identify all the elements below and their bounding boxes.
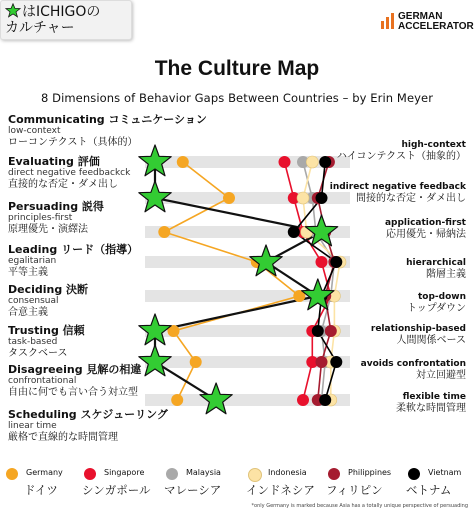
- low-end-label: confrontational: [8, 376, 77, 386]
- dimension-label-right: [330, 182, 466, 205]
- dimension-title: Trusting 信頼: [8, 324, 85, 337]
- point-indonesia: [297, 192, 309, 204]
- low-end-label-ja: 自由に何でも言い合う対立型: [8, 387, 138, 398]
- banner-line-2: カルチャー: [5, 20, 75, 36]
- dimension-label-left: [8, 283, 88, 319]
- dimension-label-right: [361, 359, 466, 382]
- legend: [0, 464, 474, 500]
- dimension-title: Deciding 決断: [8, 283, 89, 296]
- low-end-label-ja: 厳格で直線的な時間管理: [8, 432, 118, 443]
- legend-swatch: [6, 468, 18, 480]
- point-vietnam: [330, 356, 342, 368]
- legend-swatch: [408, 468, 420, 480]
- low-end-label-ja: 合意主義: [8, 307, 48, 318]
- page-title: The Culture Map: [154, 57, 320, 80]
- dimension-label-right: [385, 218, 466, 241]
- point-ichigo-star: [139, 181, 171, 212]
- legend-label: Singapore: [104, 468, 145, 477]
- legend-label: Indonesia: [268, 468, 307, 477]
- low-end-label-ja: タスクベース: [8, 348, 68, 359]
- point-philippines: [316, 356, 328, 368]
- dimension-label-right: [407, 292, 466, 315]
- low-end-label: direct negative feedbackck: [8, 168, 131, 178]
- dimension-label-left: [8, 200, 104, 236]
- dimension-title: Communicating コミュニケーション: [8, 113, 207, 126]
- point-singapore: [316, 256, 328, 268]
- point-vietnam: [319, 394, 331, 406]
- point-vietnam: [312, 325, 324, 337]
- high-end-label-ja: トップダウン: [407, 303, 466, 314]
- point-vietnam: [330, 256, 342, 268]
- point-singapore: [297, 394, 309, 406]
- high-end-label: flexible time: [402, 392, 466, 402]
- low-end-label-ja: 直接的な否定・ダメ出し: [8, 179, 118, 190]
- legend-label-ja: フィリピン: [326, 483, 383, 497]
- high-end-label: indirect negative feedback: [329, 182, 466, 192]
- legend-label-ja: ベトナム: [406, 483, 452, 497]
- low-end-label: principles-first: [8, 213, 73, 223]
- legend-label: Vietnam: [428, 468, 462, 477]
- point-vietnam: [288, 226, 300, 238]
- high-end-label: top-down: [417, 292, 466, 302]
- high-end-label: relationship-based: [370, 324, 466, 334]
- page-subtitle: 8 Dimensions of Behavior Gaps Between Countries – by Erin Meyer: [40, 91, 434, 105]
- low-end-label-ja: ローコンテクスト（具体的）: [8, 137, 138, 148]
- dimension-title: Persuading 説得: [8, 200, 104, 213]
- high-end-label-ja: 対立回避型: [416, 370, 466, 381]
- high-end-label-ja: 人間関係ベース: [396, 335, 466, 346]
- legend-swatch: [328, 468, 340, 480]
- high-end-label-ja: 柔軟な時間管理: [396, 403, 466, 414]
- legend-label: Germany: [26, 468, 63, 477]
- logo-line-2: ACCELERATOR: [398, 21, 474, 32]
- point-vietnam: [316, 192, 328, 204]
- point-ichigo-star: [200, 383, 232, 414]
- point-germany: [171, 394, 183, 406]
- high-end-label-ja: 間接的な否定・ダメ出し: [356, 193, 466, 204]
- point-ichigo-star: [250, 245, 282, 276]
- dimension-label-right: [396, 392, 466, 415]
- dimension-label-right: [406, 258, 466, 281]
- high-end-label: application-first: [384, 218, 466, 228]
- point-germany: [223, 192, 235, 204]
- dimension-title: Leading リード（指導）: [8, 243, 139, 256]
- footnote: *only Germany is marked because Asia has a totally unique perspective of persuading: [251, 503, 468, 509]
- point-germany: [190, 356, 202, 368]
- dimension-label-left: [8, 113, 207, 149]
- low-end-label: task-based: [8, 337, 58, 347]
- dimension-label-right: [371, 324, 466, 347]
- legend-label-ja: ドイツ: [24, 483, 58, 497]
- point-germany: [177, 156, 189, 168]
- dimension-label-left: [8, 155, 130, 191]
- point-germany: [158, 226, 170, 238]
- high-end-label: hierarchical: [406, 258, 466, 268]
- dimension-title: Scheduling スケジューリング: [8, 408, 168, 421]
- low-end-label-ja: 原理優先・演繹法: [8, 224, 88, 235]
- legend-label: Malaysia: [186, 468, 221, 477]
- low-end-label: consensual: [8, 296, 59, 306]
- dimension-label-right: [337, 140, 466, 163]
- high-end-label: high-context: [401, 140, 466, 150]
- high-end-label-ja: ハイコンテクスト（抽象的）: [336, 151, 466, 162]
- legend-label: Philippines: [348, 468, 392, 477]
- legend-swatch: [166, 468, 178, 480]
- legend-label-ja: マレーシア: [164, 483, 222, 497]
- low-end-label: low-context: [8, 126, 61, 136]
- series-marks: [139, 145, 346, 414]
- dimension-label-left: [8, 363, 141, 399]
- low-end-label: linear time: [8, 421, 57, 431]
- dimension-label-left: [8, 408, 168, 444]
- dimension-label-left: [8, 324, 85, 360]
- point-vietnam: [319, 156, 331, 168]
- point-indonesia: [306, 156, 318, 168]
- logo-line-1: GERMAN: [398, 11, 443, 22]
- high-end-label-ja: 応用優先・帰納法: [386, 229, 466, 240]
- high-end-label-ja: 階層主義: [426, 269, 466, 280]
- dimension-label-left: [8, 243, 138, 279]
- point-ichigo-star: [139, 345, 171, 376]
- high-end-label: avoids confrontation: [360, 359, 466, 369]
- dimension-title: Evaluating 評価: [8, 155, 100, 168]
- low-end-label: egalitarian: [8, 256, 57, 266]
- banner-line-1: はICHIGOの: [22, 4, 101, 20]
- dimension-title: Disagreeing 見解の相違: [8, 363, 142, 376]
- legend-swatch: [84, 468, 96, 480]
- low-end-label-ja: 平等主義: [8, 267, 48, 278]
- point-philippines: [325, 325, 337, 337]
- legend-swatch: [248, 468, 262, 482]
- legend-label-ja: インドネシア: [246, 483, 315, 497]
- legend-label-ja: シンガポール: [82, 483, 151, 497]
- point-singapore: [279, 156, 291, 168]
